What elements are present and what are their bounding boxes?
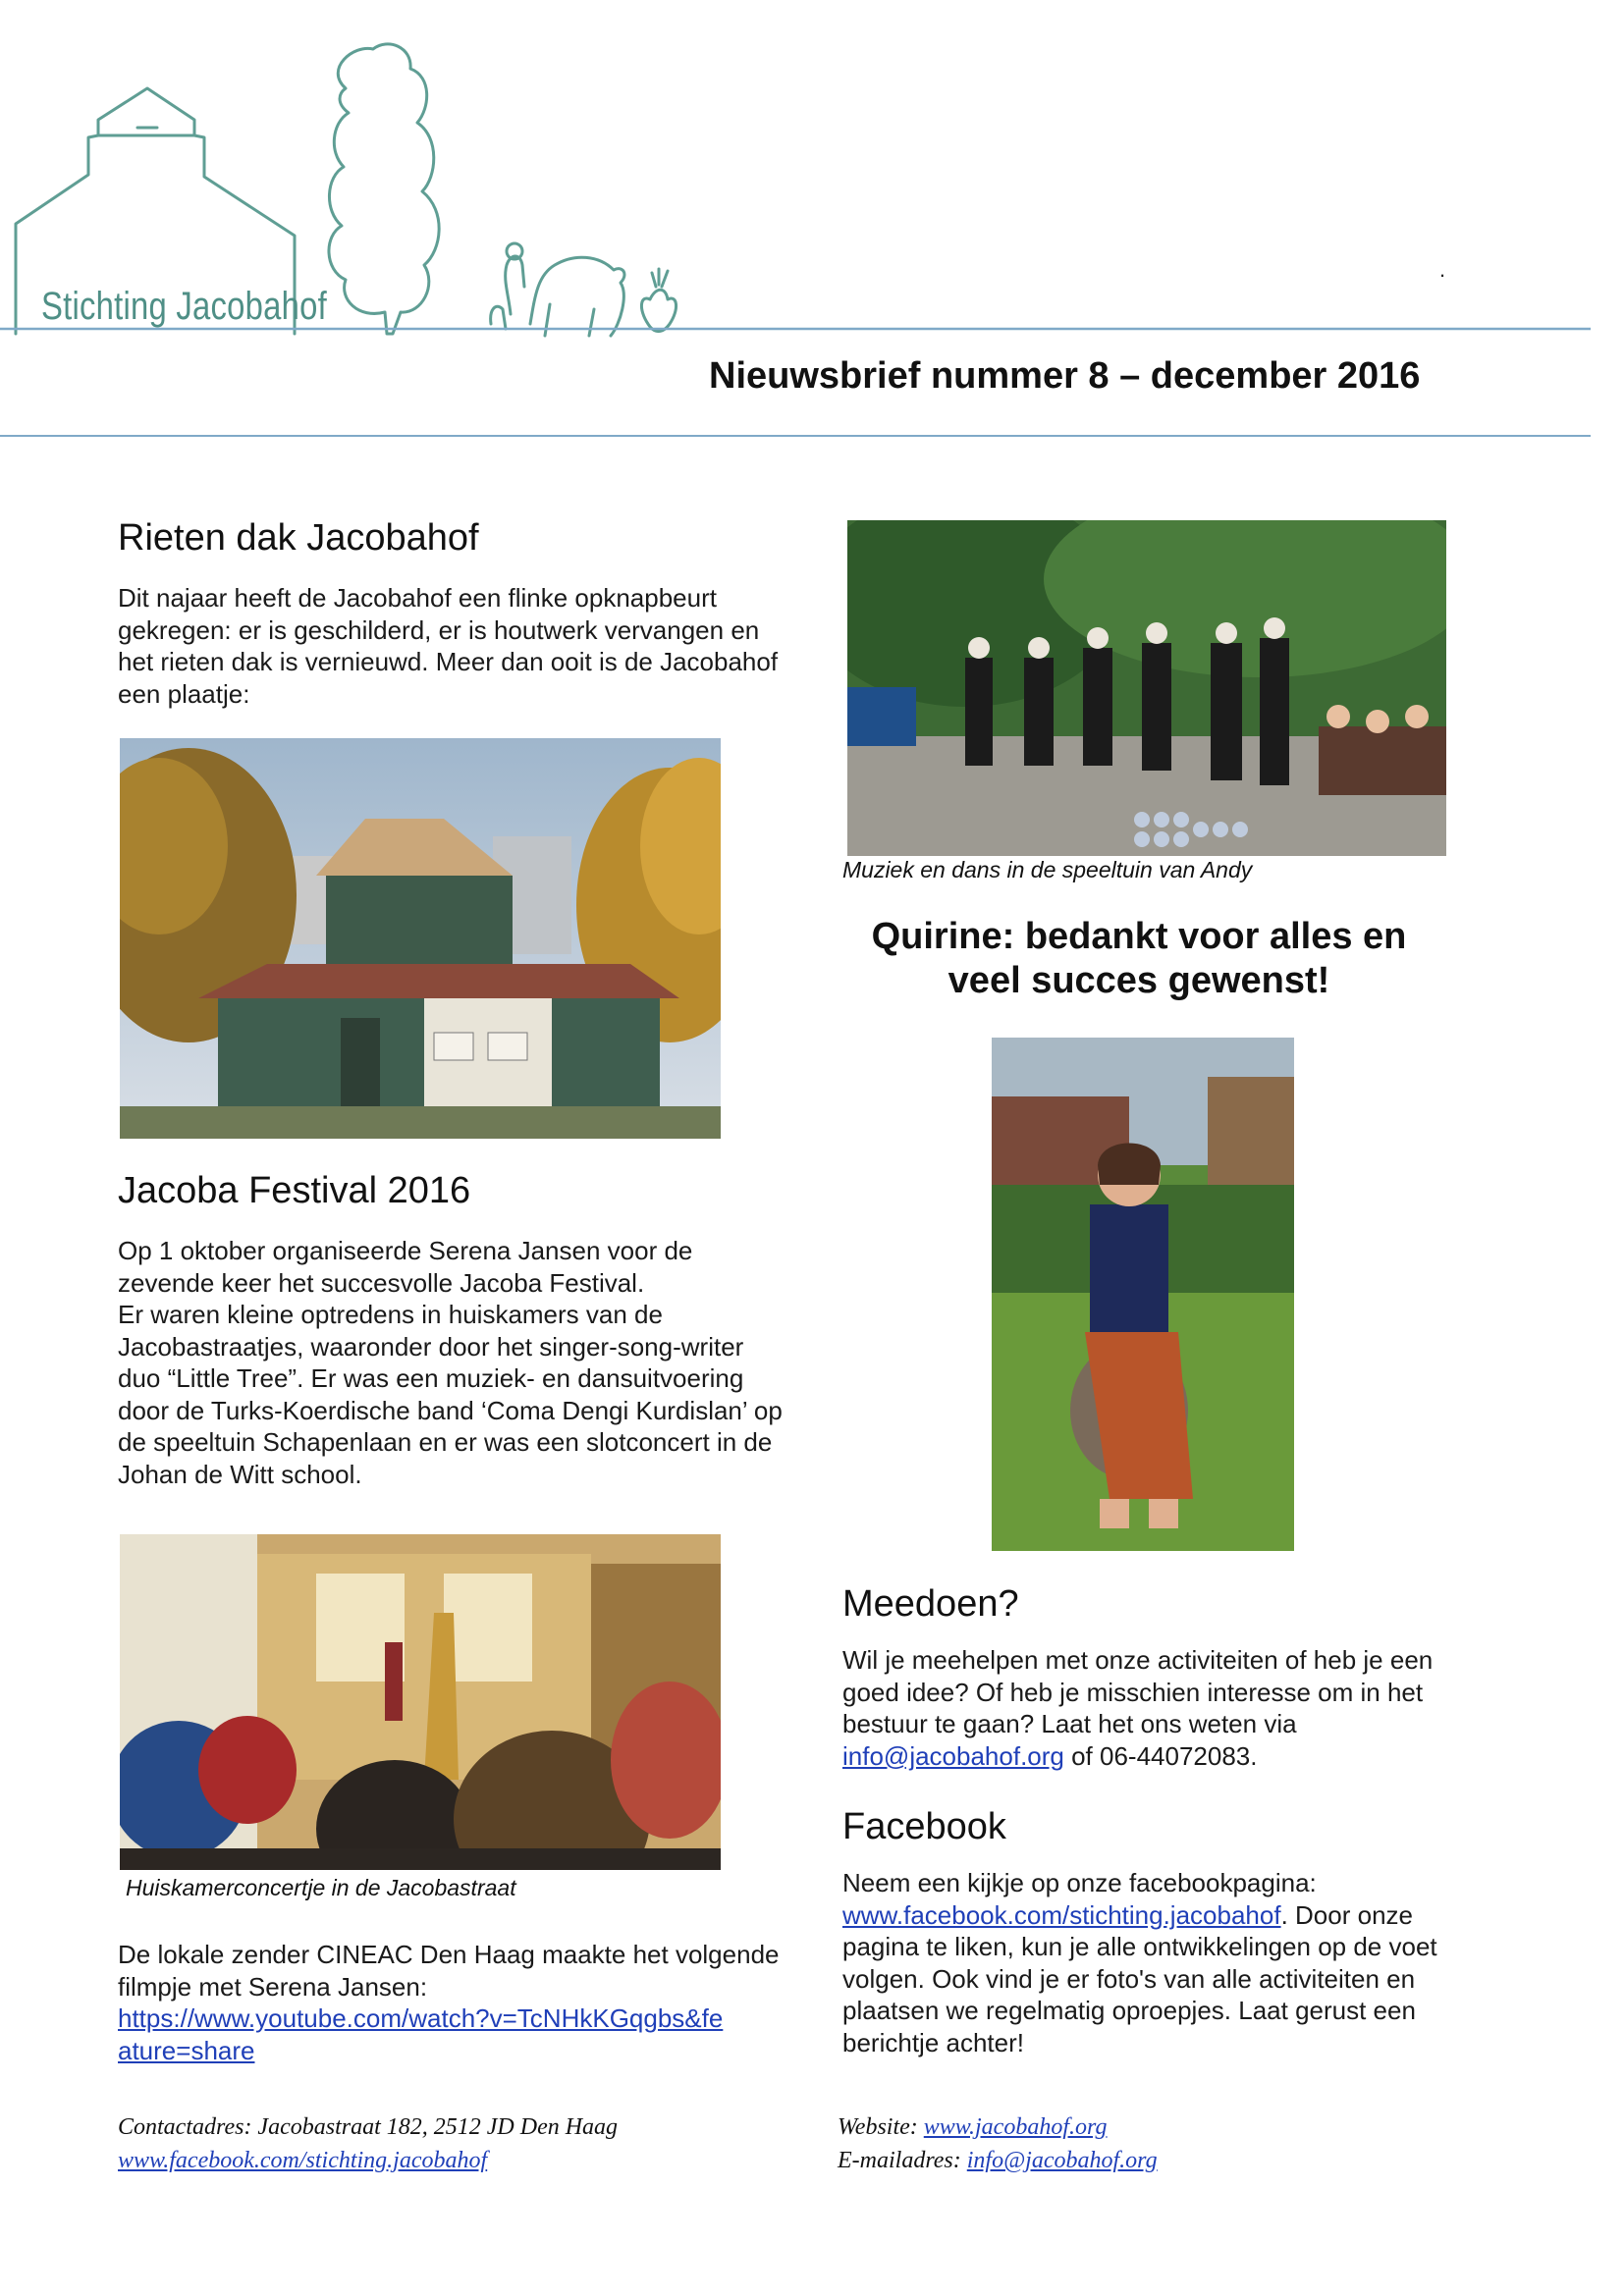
heading-meedoen: Meedoen? [842, 1583, 1019, 1625]
caption-concert: Huiskamerconcertje in de Jacobastraat [126, 1875, 516, 1900]
facebook-link[interactable]: www.facebook.com/stichting.jacobahof [842, 1899, 1281, 1930]
footer-web: Website: www.jacobahof.org E-mailadres: info@jacobahof.org [838, 2114, 1158, 2173]
email-link-meedoen[interactable]: info@jacobahof.org [842, 1740, 1064, 1771]
footer-facebook-link[interactable]: www.facebook.com/stichting.jacobahof [118, 2148, 488, 2173]
photo-dance-playground [847, 520, 1446, 856]
paragraph-facebook: Neem een kijkje op onze facebookpagina: www.facebook.com/stichting.jacobahof. Door onze pagina te liken, kun je alle ontwikkelingen op de voet volgen. Ook vind je er foto's van alle activiteiten en plaatsen we regelmatig oproepjes. Laat gerust een berichtje achter! [842, 1868, 1437, 2057]
header-dot: . [1439, 257, 1446, 282]
caption-dance: Muziek en dans in de speeltuin van Andy [842, 857, 1253, 882]
header-divider [0, 435, 1591, 437]
photo-thatched-roof-building [120, 738, 721, 1139]
footer-website-link[interactable]: www.jacobahof.org [923, 2114, 1108, 2140]
paragraph-meedoen: Wil je meehelpen met onze activiteiten of heb je een goed idee? Of heb je misschien interesse om in het bestuur te gaan? Laat het ons weten via info@jacobahof.org of 06-44072083. [842, 1645, 1434, 1771]
footer-contact [118, 2110, 618, 2177]
logo-text: Stichting Jacobahof [41, 285, 327, 328]
newsletter-title: Nieuwsbrief nummer 8 – december 2016 [709, 355, 1421, 397]
paragraph-cineac: De lokale zender CINEAC Den Haag maakte het volgende filmpje met Serena Jansen: https://www.youtube.com/watch?v=TcNHkKGqgbs&fe ature=share [118, 1940, 780, 2065]
heading-jacoba-festival: Jacoba Festival 2016 [118, 1170, 471, 1211]
heading-facebook: Facebook [842, 1806, 1006, 1847]
heading-rieten-dak: Rieten dak Jacobahof [118, 517, 479, 559]
youtube-link[interactable]: https://www.youtube.com/watch?v=TcNHkKGqgbs&fe [118, 2003, 724, 2033]
paragraph-jacoba-festival: Op 1 oktober organiseerde Serena Jansen voor de zevende keer het succesvolle Jacoba Festival. Er waren kleine optredens in huiskamers van de Jacobastraatjes, waaronder door het singer-song-writer duo “Little Tree”. Er was een muziek- en dansuitvoering door de Turks-Koerdische band ‘Coma Dengi Kurdislan’ op de speeltuin Schapenlaan en er was een slotconcert in de Johan de Witt school. [118, 1236, 783, 1489]
heading-quirine: Quirine: bedankt voor alles en veel succes gewenst! [871, 916, 1407, 1001]
youtube-link-continued[interactable]: ature=share [118, 2035, 255, 2065]
paragraph-rieten-dak: Dit najaar heeft de Jacobahof een flinke opknapbeurt gekregen: er is geschilderd, er is houtwerk vervangen en het rieten dak is vernieuwd. Meer dan ooit is de Jacobahof een plaatje: [118, 583, 779, 709]
footer-address: Contactadres: Jacobastraat 182, 2512 JD Den Haag [118, 2114, 619, 2140]
photo-quirine [992, 1038, 1294, 1551]
photo-living-room-concert [120, 1534, 721, 1870]
footer-email-link[interactable]: info@jacobahof.org [966, 2148, 1158, 2173]
